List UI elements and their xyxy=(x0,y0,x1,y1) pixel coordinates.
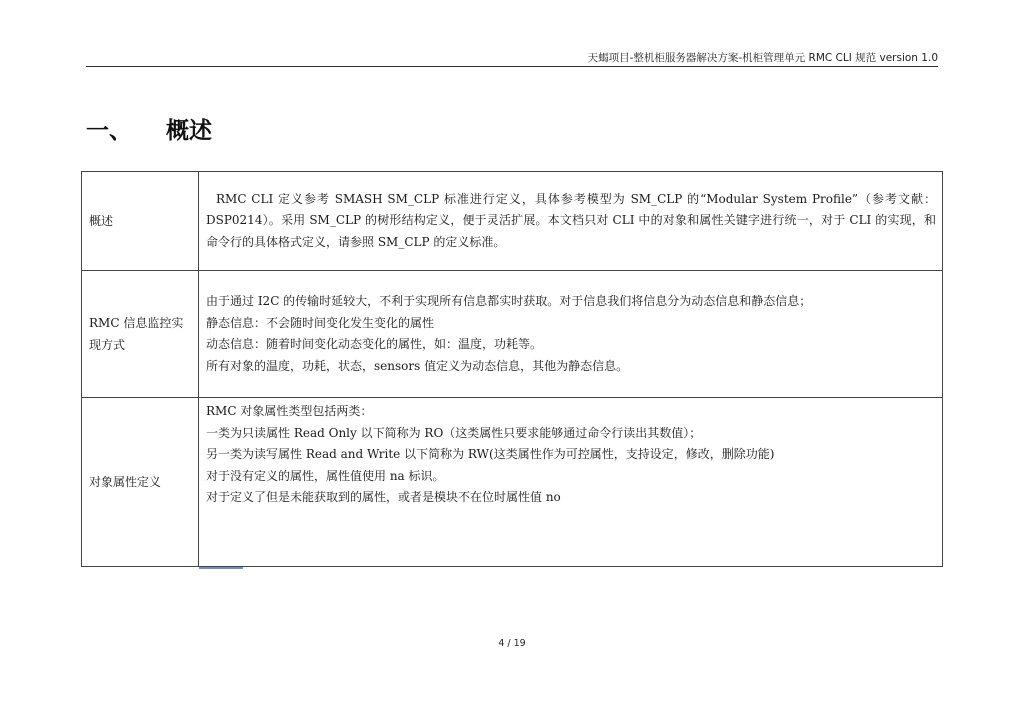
content-line: 对于定义了但是未能获取到的属性，或者是模块不在位时属性值 no xyxy=(206,490,561,504)
header-divider xyxy=(86,66,938,67)
content-line: 另一类为读写属性 Read and Write 以下简称为 RW(这类属性作为可控属性，支持设定，修改，删除功能) xyxy=(206,447,775,461)
row-label: 概述 xyxy=(82,172,199,271)
row-content xyxy=(199,398,943,567)
row-content xyxy=(199,172,943,271)
row-label: RMC 信息监控实现方式 xyxy=(82,271,199,398)
page-header-title: 天蝎项目-整机柜服务器解决方案-机柜管理单元 RMC CLI 规范 version 1.0 xyxy=(587,52,938,64)
content-paragraph: RMC CLI 定义参考 SMASH SM_CLP 标准进行定义，具体参考模型为 SM_CLP 的“Modular System Profile”（参考文献：DSP0214）。采用 SM_CLP 的树形结构定义，便于灵活扩展。本文档只对 CLI 中的对象和属性关键字进行统一，对于 CLI 的实现，和命令行的具体格式定义，请参照 SM_CLP 的定义标准。 xyxy=(206,191,936,249)
table-row-overview xyxy=(82,172,943,271)
section-title: 概述 xyxy=(166,118,212,144)
content-line: 动态信息：随着时间变化动态变化的属性，如：温度，功耗等。 xyxy=(206,337,543,351)
content-line: 一类为只读属性 Read Only 以下简称为 RO（这类属性只要求能够通过命令行读出其数值）； xyxy=(206,425,702,440)
table-row-monitoring xyxy=(82,271,943,398)
row-label: 对象属性定义 xyxy=(82,398,199,567)
decorative-mark xyxy=(199,567,243,569)
section-heading xyxy=(86,112,212,145)
row-content xyxy=(199,271,943,398)
content-line: 由于通过 I2C 的传输时延较大，不利于实现所有信息都实时获取。对于信息我们将信息分为动态信息和静态信息； xyxy=(206,294,812,308)
content-line: 对于没有定义的属性，属性值使用 na 标识。 xyxy=(206,468,445,483)
section-number: 一、 xyxy=(86,118,132,144)
overview-table xyxy=(81,171,943,567)
content-line: 静态信息：不会随时间变化发生变化的属性 xyxy=(206,315,435,330)
content-line: 所有对象的温度，功耗，状态，sensors 值定义为动态信息，其他为静态信息。 xyxy=(206,358,629,373)
content-line: RMC 对象属性类型包括两类： xyxy=(206,404,373,418)
table-row-attributes xyxy=(82,398,943,567)
page-number: 4 / 19 xyxy=(498,638,526,649)
